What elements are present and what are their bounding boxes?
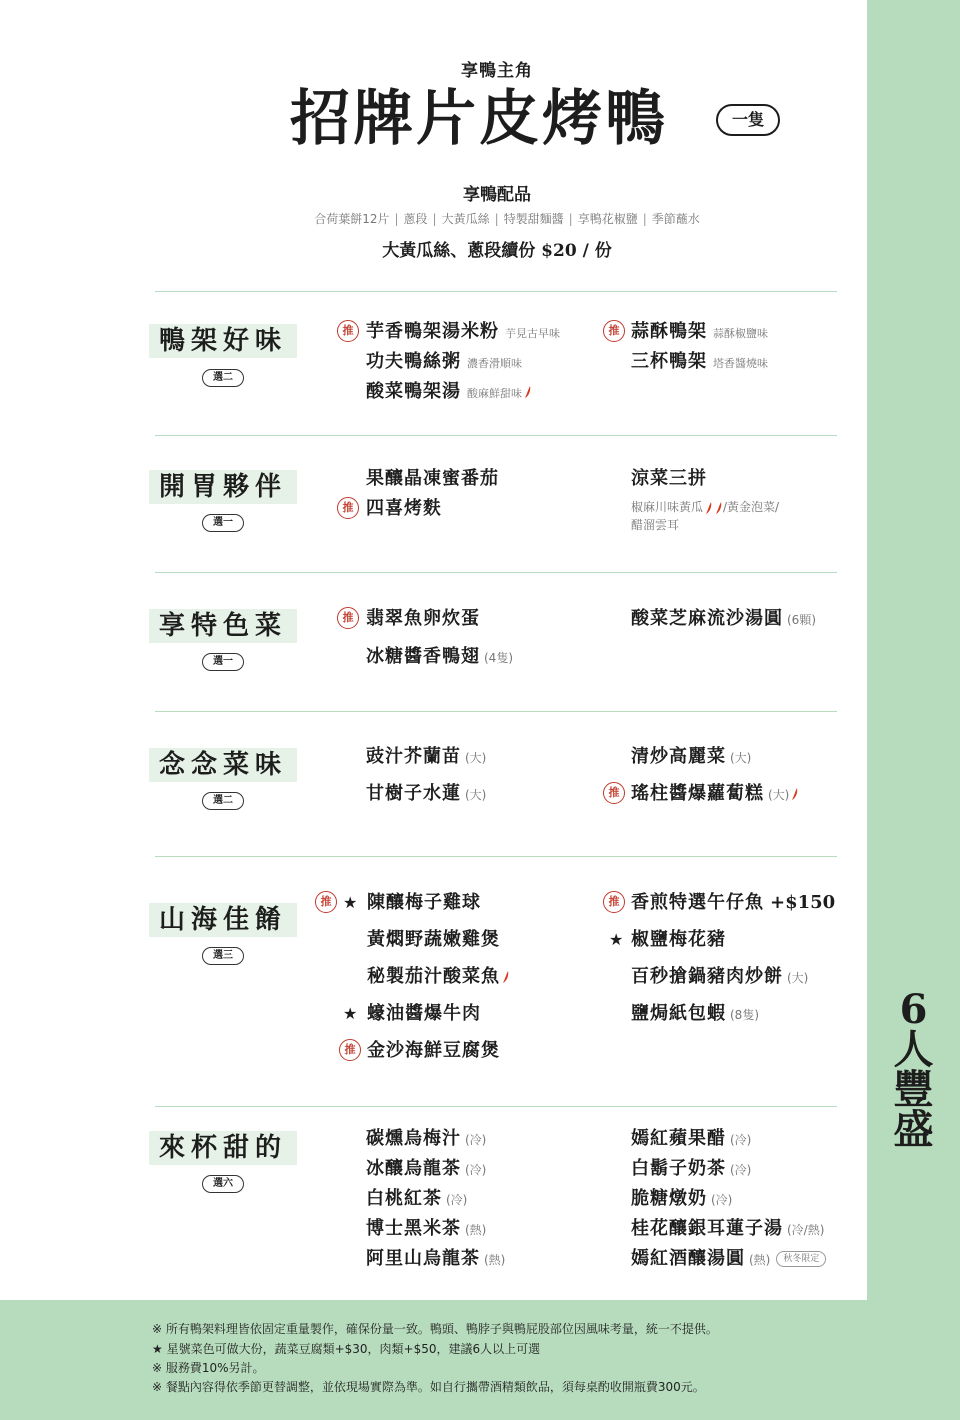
side-item: 季節蘸水: [651, 212, 700, 226]
menu-item: 豉汁芥蘭苗 (大): [366, 746, 487, 767]
star-icon: ★: [609, 930, 624, 949]
footer: [0, 1300, 960, 1420]
menu-item: 黃燜野蔬嫩雞煲: [367, 929, 500, 950]
chili-icon: [502, 970, 510, 984]
recommend-badge: 推: [603, 891, 625, 913]
side-item: 享鴨花椒鹽: [577, 212, 638, 226]
section-divider: [155, 711, 837, 712]
menu-item: 脆糖燉奶 (冷): [631, 1188, 733, 1209]
recommend-badge: 推: [603, 782, 625, 804]
chili-icon: [524, 385, 532, 399]
top-label: 享鴨主角: [461, 61, 533, 81]
menu-item: 鹽焗紙包蝦 (8隻): [631, 1003, 759, 1024]
menu-item: 桂花釀銀耳蓮子湯 (冷/熱): [631, 1218, 825, 1239]
section-title: 享特色菜: [149, 609, 297, 643]
sub-label: 享鴨配品: [463, 185, 531, 205]
menu-item: 蒜酥鴨架 蒜酥椒鹽味: [631, 321, 768, 342]
menu-item: 甘樹子水蓮 (大): [366, 783, 487, 804]
menu-item: 酸菜芝麻流沙湯圓 (6顆): [631, 608, 816, 629]
menu-item: 百秒搶鍋豬肉炒餅 (大): [631, 966, 809, 987]
section-title: 開胃夥伴: [149, 470, 297, 504]
menu-item: 白鬍子奶茶 (冷): [631, 1158, 752, 1179]
menu-item: 椒鹽梅花豬: [631, 929, 726, 950]
side-title: 6 人 豐 盛: [893, 986, 934, 1153]
recommend-badge: 推: [337, 607, 359, 629]
pick-count-badge: 選三: [202, 947, 244, 965]
pick-count-badge: 選一: [202, 514, 244, 532]
menu-item: 嫣紅蘋果醋 (冷): [631, 1128, 752, 1149]
section-title: 念念菜味: [149, 748, 297, 782]
section-divider: [155, 572, 837, 573]
menu-item: 冰釀烏龍茶 (冷): [366, 1158, 487, 1179]
side-item: 特製甜麵醬: [503, 212, 564, 226]
side-items-line: 合荷葉餅12片 | 蔥段 | 大黃瓜絲 | 特製甜麵醬 | 享鴨花椒鹽 | 季節蘸水: [314, 212, 700, 226]
section-title: 山海佳餚: [149, 903, 297, 937]
menu-item: 嫣紅酒釀湯圓 (熱) 秋冬限定: [631, 1247, 826, 1271]
chili-icon: [791, 787, 799, 801]
menu-item: 白桃紅茶 (冷): [366, 1188, 468, 1209]
seasonal-badge: 秋冬限定: [776, 1251, 826, 1267]
menu-item: 阿里山烏龍茶 (熱): [366, 1248, 506, 1269]
chili-icon: [715, 501, 723, 515]
section-title: 來杯甜的: [149, 1131, 297, 1165]
item-sub-note: 醋溜雲耳: [631, 518, 680, 532]
footer-note: ※ 餐點內容得依季節更替調整，並依現場實際為準。如自行攜帶酒精類飲品，須每桌酌收開瓶費300元。: [152, 1380, 705, 1394]
pick-count-badge: 選一: [202, 653, 244, 671]
star-icon: ★: [343, 893, 358, 912]
menu-item: 涼菜三拼: [631, 468, 707, 489]
section-title: 鴨架好味: [149, 324, 297, 358]
menu-item: 芋香鴨架湯米粉 芋見古早味: [366, 321, 560, 342]
recommend-badge: 推: [603, 320, 625, 342]
menu-item: 冰糖醬香鴨翅 (4隻): [366, 646, 513, 667]
footer-note: ※ 所有鴨架料理皆依固定重量製作，確保份量一致。鴨頭、鴨脖子與鴨屁股部位因風味考量，統一不提供。: [152, 1322, 718, 1336]
whole-duck-badge: 一隻: [716, 104, 780, 136]
side-item: 蔥段: [403, 212, 428, 226]
pick-count-badge: 選二: [202, 792, 244, 810]
side-item: 合荷葉餅12片: [314, 212, 390, 226]
section-divider: [155, 435, 837, 436]
menu-item: 酸菜鴨架湯 酸麻鮮甜味: [366, 380, 532, 404]
recommend-badge: 推: [337, 497, 359, 519]
section-divider: [155, 856, 837, 857]
menu-item: 秘製茄汁酸菜魚: [367, 965, 510, 989]
side-item: 大黃瓜絲: [441, 212, 490, 226]
menu-item: 四喜烤麩: [366, 498, 442, 519]
menu-item: 陳釀梅子雞球: [367, 892, 481, 913]
recommend-badge: 推: [315, 891, 337, 913]
menu-item: 金沙海鮮豆腐煲: [367, 1040, 500, 1061]
menu-item: 三杯鴨架 塔香醬燒味: [631, 351, 768, 372]
menu-item: 蠔油醬爆牛肉: [367, 1003, 481, 1024]
menu-item: 果釀晶凍蜜番茄: [366, 468, 499, 489]
section-divider: [155, 1106, 837, 1107]
menu-item: 瑤柱醬爆蘿蔔糕 (大): [631, 782, 799, 806]
page-title: 招牌片皮烤鴨: [290, 84, 668, 154]
menu-item: 清炒高麗菜 (大): [631, 746, 752, 767]
recommend-badge: 推: [339, 1039, 361, 1061]
chili-icon: [705, 501, 713, 515]
refill-price: 大黃瓜絲、蔥段續份 $20 / 份: [382, 241, 612, 261]
star-icon: ★: [343, 1004, 358, 1023]
menu-item: 翡翠魚卵炊蛋: [366, 608, 480, 629]
recommend-badge: 推: [337, 320, 359, 342]
footer-note: ★ 星號菜色可做大份，蔬菜豆腐類+$30，肉類+$50，建議6人以上可選: [152, 1342, 541, 1356]
menu-item: 香煎特選午仔魚 +$150: [631, 892, 836, 913]
menu-item: 博士黑米茶 (熱): [366, 1218, 487, 1239]
pick-count-badge: 選六: [202, 1175, 244, 1193]
item-sub-note: 椒麻川味黃瓜 /黃金泡菜/: [631, 500, 780, 514]
menu-item: 碳燻烏梅汁 (冷): [366, 1128, 487, 1149]
pick-count-badge: 選二: [202, 369, 244, 387]
menu-item: 功夫鴨絲粥 濃香滑順味: [366, 351, 522, 372]
section-divider: [155, 291, 837, 292]
footer-note: ※ 服務費10%另計。: [152, 1361, 265, 1375]
